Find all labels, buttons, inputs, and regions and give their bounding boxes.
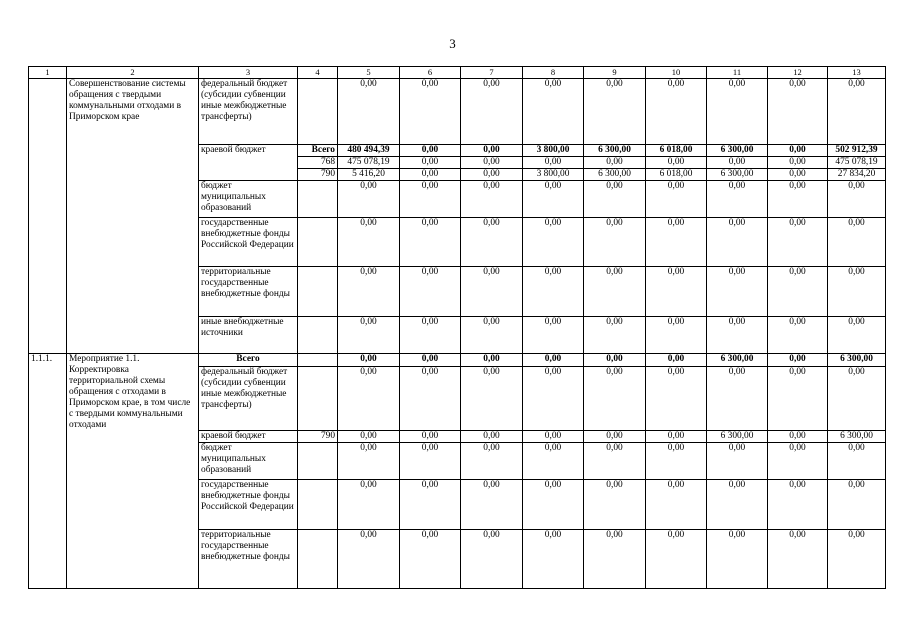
column-header: 10 — [646, 67, 707, 79]
value-cell: 0,00 — [646, 431, 707, 443]
budget-code — [298, 181, 338, 218]
value-cell: 0,00 — [400, 157, 461, 169]
value-cell: 6 300,00 — [707, 169, 768, 181]
value-cell: 0,00 — [338, 443, 400, 480]
value-cell: 0,00 — [461, 443, 523, 480]
value-cell: 0,00 — [400, 169, 461, 181]
value-cell: 0,00 — [646, 317, 707, 354]
table-row — [29, 79, 886, 145]
column-header: 2 — [67, 67, 199, 79]
value-cell: 0,00 — [461, 354, 523, 367]
value-cell: 0,00 — [523, 317, 584, 354]
value-cell: 0,00 — [768, 145, 828, 157]
value-cell: 0,00 — [707, 317, 768, 354]
value-cell: 0,00 — [768, 79, 828, 145]
value-cell: 0,00 — [400, 317, 461, 354]
budget-code — [298, 317, 338, 354]
column-number-row — [29, 67, 886, 79]
value-cell: 0,00 — [338, 480, 400, 530]
value-cell: 0,00 — [338, 181, 400, 218]
value-cell: 0,00 — [768, 354, 828, 367]
value-cell: 0,00 — [828, 480, 886, 530]
row-number: 1.1.1. — [29, 354, 67, 589]
value-cell: 0,00 — [461, 218, 523, 267]
value-cell: 0,00 — [646, 181, 707, 218]
column-header: 9 — [584, 67, 646, 79]
value-cell: 0,00 — [584, 267, 646, 317]
value-cell: 0,00 — [707, 181, 768, 218]
value-cell: 0,00 — [584, 354, 646, 367]
value-cell: 0,00 — [461, 530, 523, 589]
value-cell: 0,00 — [828, 530, 886, 589]
value-cell: 0,00 — [768, 157, 828, 169]
value-cell: 0,00 — [768, 181, 828, 218]
value-cell: 475 078,19 — [338, 157, 400, 169]
value-cell: 3 800,00 — [523, 169, 584, 181]
value-cell: 0,00 — [400, 79, 461, 145]
funding-source: федеральный бюджет (субсидии субвенции иные межбюджетные трансферты) — [199, 367, 298, 431]
value-cell: 0,00 — [523, 267, 584, 317]
value-cell: 6 300,00 — [828, 431, 886, 443]
budget-code — [298, 367, 338, 431]
value-cell: 6 300,00 — [584, 169, 646, 181]
value-cell: 6 018,00 — [646, 145, 707, 157]
value-cell: 0,00 — [828, 443, 886, 480]
value-cell: 0,00 — [768, 218, 828, 267]
value-cell: 0,00 — [828, 267, 886, 317]
value-cell: 0,00 — [646, 443, 707, 480]
value-cell: 0,00 — [523, 354, 584, 367]
value-cell: 0,00 — [584, 367, 646, 431]
funding-source: федеральный бюджет (субсидии субвенции иные межбюджетные трансферты) — [199, 79, 298, 145]
value-cell: 0,00 — [523, 480, 584, 530]
value-cell: 0,00 — [461, 145, 523, 157]
value-cell: 0,00 — [400, 480, 461, 530]
value-cell: 27 834,20 — [828, 169, 886, 181]
column-header: 1 — [29, 67, 67, 79]
value-cell: 0,00 — [461, 367, 523, 431]
column-header: 4 — [298, 67, 338, 79]
budget-code — [298, 79, 338, 145]
value-cell: 0,00 — [523, 79, 584, 145]
funding-source: иные внебюджетные источники — [199, 317, 298, 354]
budget-code — [298, 480, 338, 530]
page-number: 3 — [449, 36, 456, 51]
funding-source: бюджет муниципальных образований — [199, 443, 298, 480]
funding-source: территориальные государственные внебюджетные фонды — [199, 530, 298, 589]
value-cell: 0,00 — [400, 530, 461, 589]
value-cell: 0,00 — [461, 169, 523, 181]
value-cell: 6 300,00 — [707, 145, 768, 157]
value-cell: 480 494,39 — [338, 145, 400, 157]
column-header: 8 — [523, 67, 584, 79]
value-cell: 0,00 — [523, 218, 584, 267]
value-cell: 502 912,39 — [828, 145, 886, 157]
value-cell: 0,00 — [584, 431, 646, 443]
value-cell: 0,00 — [461, 181, 523, 218]
budget-code: Всего — [298, 145, 338, 157]
value-cell: 0,00 — [338, 218, 400, 267]
value-cell: 0,00 — [646, 157, 707, 169]
program-name: Совершенствование системы обращения с твердыми коммунальными отходами в Приморском крае — [67, 79, 199, 354]
funding-source: государственные внебюджетные фонды Российской Федерации — [199, 218, 298, 267]
value-cell: 0,00 — [338, 354, 400, 367]
value-cell: 0,00 — [523, 181, 584, 218]
value-cell: 0,00 — [646, 218, 707, 267]
value-cell: 3 800,00 — [523, 145, 584, 157]
value-cell: 0,00 — [338, 530, 400, 589]
value-cell: 6 018,00 — [646, 169, 707, 181]
value-cell: 0,00 — [400, 145, 461, 157]
value-cell: 0,00 — [707, 79, 768, 145]
value-cell: 0,00 — [646, 267, 707, 317]
column-header: 11 — [707, 67, 768, 79]
row-number — [29, 79, 67, 354]
budget-code — [298, 443, 338, 480]
value-cell: 6 300,00 — [707, 431, 768, 443]
value-cell: 6 300,00 — [584, 145, 646, 157]
value-cell: 0,00 — [338, 79, 400, 145]
value-cell: 0,00 — [768, 530, 828, 589]
budget-code — [298, 267, 338, 317]
value-cell: 0,00 — [646, 79, 707, 145]
value-cell: 0,00 — [338, 367, 400, 431]
value-cell: 0,00 — [828, 181, 886, 218]
value-cell: 0,00 — [461, 79, 523, 145]
value-cell: 0,00 — [707, 157, 768, 169]
value-cell: 0,00 — [338, 431, 400, 443]
value-cell: 0,00 — [646, 480, 707, 530]
value-cell: 0,00 — [768, 431, 828, 443]
funding-source: бюджет муниципальных образований — [199, 181, 298, 218]
value-cell: 0,00 — [461, 317, 523, 354]
value-cell: 0,00 — [584, 157, 646, 169]
column-header: 7 — [461, 67, 523, 79]
value-cell: 0,00 — [828, 317, 886, 354]
value-cell: 0,00 — [523, 530, 584, 589]
value-cell: 0,00 — [523, 367, 584, 431]
value-cell: 0,00 — [400, 367, 461, 431]
value-cell: 0,00 — [828, 367, 886, 431]
budget-code — [298, 530, 338, 589]
value-cell: 0,00 — [584, 218, 646, 267]
funding-source: государственные внебюджетные фонды Российской Федерации — [199, 480, 298, 530]
value-cell: 0,00 — [461, 480, 523, 530]
value-cell: 0,00 — [461, 267, 523, 317]
value-cell: 0,00 — [768, 267, 828, 317]
value-cell: 0,00 — [828, 79, 886, 145]
measure-name: Мероприятие 1.1. Корректировка территориальной схемы обращения с отходами в Приморском крае, в том числе с твердыми коммунальными отходами — [67, 354, 199, 589]
value-cell: 0,00 — [584, 443, 646, 480]
column-header: 6 — [400, 67, 461, 79]
value-cell: 0,00 — [828, 218, 886, 267]
value-cell: 5 416,20 — [338, 169, 400, 181]
budget-table — [28, 66, 886, 589]
value-cell: 0,00 — [646, 367, 707, 431]
value-cell: 6 300,00 — [707, 354, 768, 367]
value-cell: 0,00 — [338, 317, 400, 354]
value-cell: 0,00 — [768, 367, 828, 431]
value-cell: 0,00 — [707, 267, 768, 317]
value-cell: 0,00 — [707, 218, 768, 267]
value-cell: 0,00 — [707, 367, 768, 431]
value-cell: 0,00 — [461, 431, 523, 443]
table-row — [29, 354, 886, 367]
value-cell: 0,00 — [646, 354, 707, 367]
value-cell: 0,00 — [400, 181, 461, 218]
budget-code: 790 — [298, 431, 338, 443]
value-cell: 0,00 — [646, 530, 707, 589]
funding-source: территориальные государственные внебюджетные фонды — [199, 267, 298, 317]
value-cell: 475 078,19 — [828, 157, 886, 169]
budget-code — [298, 218, 338, 267]
value-cell: 0,00 — [707, 443, 768, 480]
value-cell: 0,00 — [523, 431, 584, 443]
total-label: Всего — [199, 354, 298, 367]
value-cell: 0,00 — [768, 317, 828, 354]
value-cell: 0,00 — [768, 443, 828, 480]
value-cell: 0,00 — [400, 218, 461, 267]
value-cell: 0,00 — [768, 480, 828, 530]
value-cell: 0,00 — [584, 79, 646, 145]
value-cell: 0,00 — [768, 169, 828, 181]
value-cell: 0,00 — [461, 157, 523, 169]
value-cell: 0,00 — [584, 181, 646, 218]
value-cell: 0,00 — [338, 267, 400, 317]
value-cell: 0,00 — [707, 480, 768, 530]
value-cell: 0,00 — [400, 267, 461, 317]
value-cell: 6 300,00 — [828, 354, 886, 367]
column-header: 12 — [768, 67, 828, 79]
value-cell: 0,00 — [523, 443, 584, 480]
budget-code: 790 — [298, 169, 338, 181]
column-header: 5 — [338, 67, 400, 79]
value-cell: 0,00 — [584, 480, 646, 530]
budget-code — [298, 354, 338, 367]
budget-code: 768 — [298, 157, 338, 169]
value-cell: 0,00 — [707, 530, 768, 589]
value-cell: 0,00 — [400, 354, 461, 367]
funding-source: краевой бюджет — [199, 431, 298, 443]
value-cell: 0,00 — [584, 317, 646, 354]
funding-source: краевой бюджет — [199, 145, 298, 181]
column-header: 3 — [199, 67, 298, 79]
value-cell: 0,00 — [400, 431, 461, 443]
value-cell: 0,00 — [400, 443, 461, 480]
column-header: 13 — [828, 67, 886, 79]
value-cell: 0,00 — [523, 157, 584, 169]
value-cell: 0,00 — [584, 530, 646, 589]
